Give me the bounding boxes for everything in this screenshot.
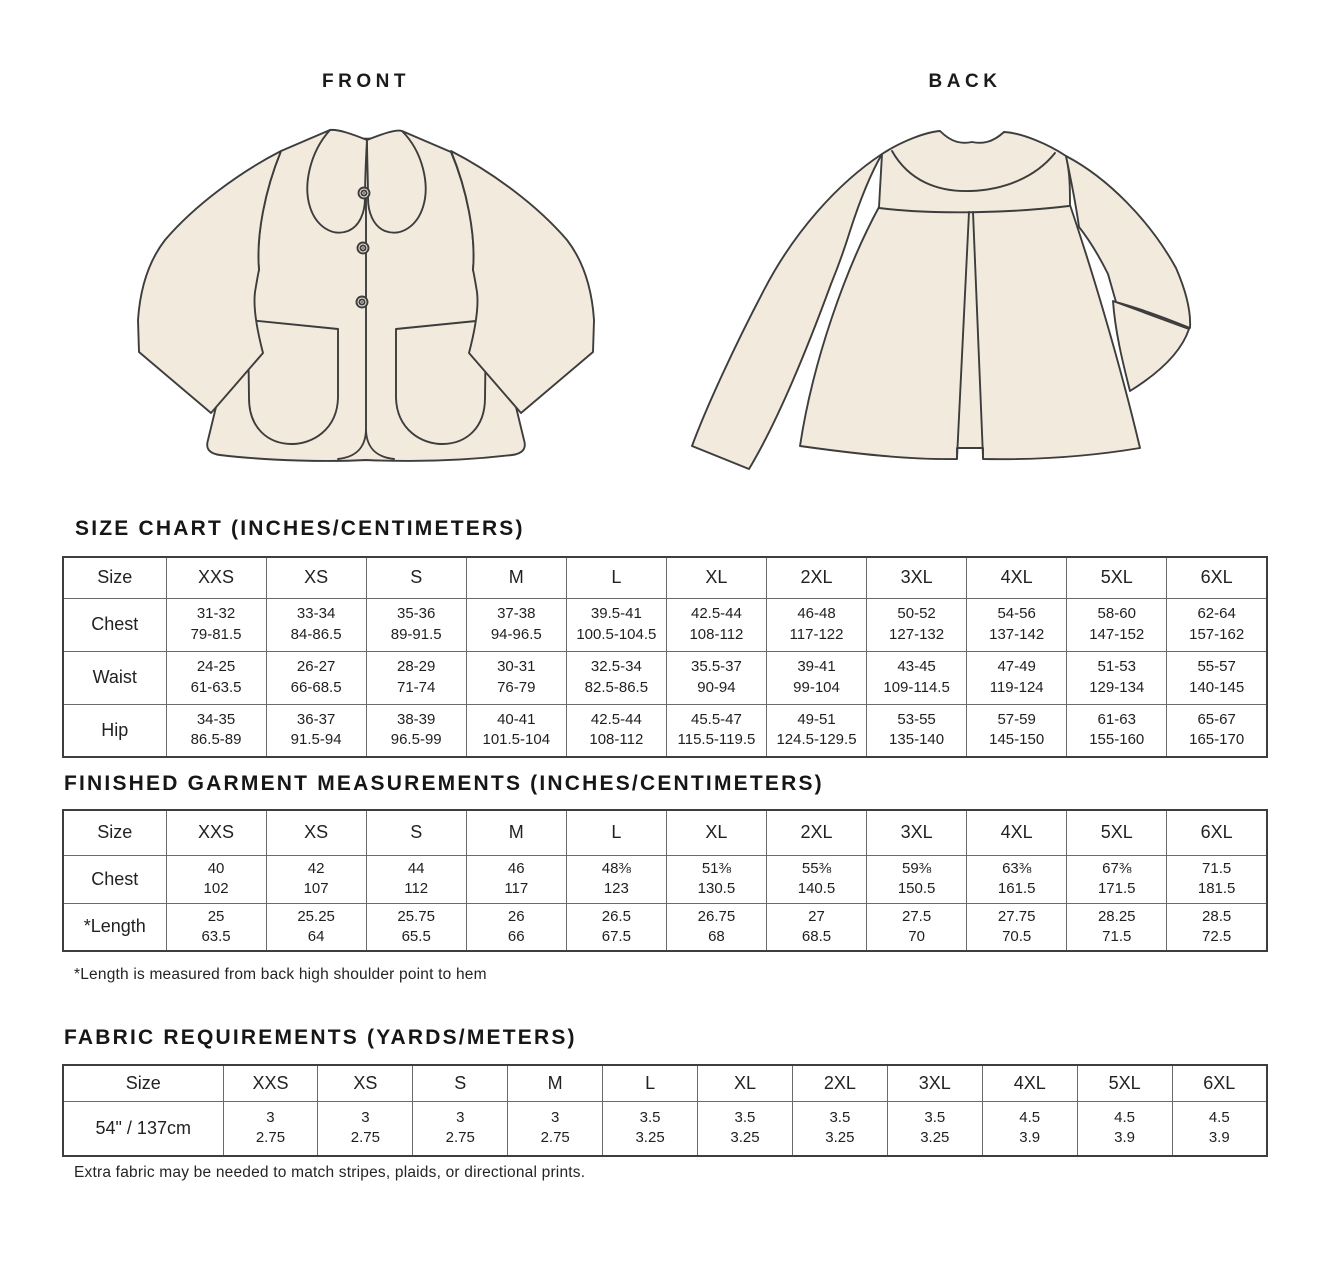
- measurement-cell: [466, 598, 566, 651]
- column-header: L: [566, 810, 666, 855]
- row-label: Waist: [63, 651, 166, 704]
- column-header: M: [508, 1065, 603, 1101]
- value-line2: 108-112: [589, 731, 644, 749]
- value-line1: 46: [507, 859, 525, 877]
- measurement-cell: [466, 855, 566, 903]
- column-header: XS: [318, 1065, 413, 1101]
- column-header: 2XL: [766, 810, 866, 855]
- value-line2: 157-162: [1189, 625, 1245, 643]
- table-row: [63, 651, 1267, 704]
- value-line2: 101.5-104: [482, 731, 551, 749]
- value-line2: 61-63.5: [190, 678, 242, 696]
- measurement-cell: [766, 651, 866, 704]
- value-line1: 33-34: [296, 605, 336, 623]
- measurement-cell: [508, 1101, 603, 1156]
- value-line1: 42: [307, 859, 325, 877]
- value-line2: 112: [404, 880, 429, 897]
- value-line2: 89-91.5: [390, 625, 442, 643]
- measurement-cell: [792, 1101, 887, 1156]
- value-line1: 51-53: [1097, 658, 1136, 676]
- value-line2: 96.5-99: [390, 731, 442, 749]
- value-line1: 26-27: [296, 658, 336, 676]
- column-header: 5XL: [1067, 810, 1167, 855]
- value-line2: 140-145: [1189, 678, 1245, 696]
- value-line2: 67.5: [601, 927, 631, 945]
- value-line1: 55-57: [1197, 658, 1236, 676]
- value-line2: 72.5: [1202, 927, 1232, 945]
- value-line1: 36-37: [296, 711, 336, 729]
- measurement-cell: [666, 651, 766, 704]
- value-line2: 84-86.5: [290, 625, 342, 643]
- measurement-cell: [967, 704, 1067, 757]
- value-line1: 42.5-44: [590, 711, 642, 729]
- button-top: [359, 188, 370, 199]
- value-line1: 38-39: [397, 711, 436, 729]
- column-header: XL: [666, 810, 766, 855]
- measurement-cell: [266, 903, 366, 951]
- value-line2: 123: [603, 880, 629, 897]
- column-header: 3XL: [867, 810, 967, 855]
- value-line1: 65-67: [1197, 711, 1236, 729]
- value-line1: 3: [266, 1109, 275, 1127]
- value-line2: 155-160: [1089, 731, 1145, 749]
- measurement-cell: [318, 1101, 413, 1156]
- value-line1: 35-36: [397, 605, 436, 623]
- value-line2: 100.5-104.5: [576, 625, 657, 643]
- measurement-cell: [982, 1101, 1077, 1156]
- column-header: 5XL: [1067, 557, 1167, 598]
- value-line2: 65.5: [401, 927, 431, 945]
- measurement-cell: [1077, 1101, 1172, 1156]
- value-line1: 63⅜: [1002, 859, 1032, 877]
- measurement-cell: [1067, 598, 1167, 651]
- measurement-cell: [1067, 704, 1167, 757]
- value-line1: 26: [507, 907, 525, 925]
- measurement-cell: [566, 704, 666, 757]
- value-line2: 66: [507, 927, 525, 945]
- value-line2: 130.5: [697, 880, 736, 897]
- value-line1: 34-35: [196, 711, 236, 729]
- measurement-cell: [566, 598, 666, 651]
- value-line2: 150.5: [897, 880, 936, 897]
- value-line1: 59⅜: [901, 859, 932, 877]
- measurement-cell: [1167, 598, 1267, 651]
- value-line2: 70.5: [1002, 927, 1032, 945]
- value-line2: 109-114.5: [883, 678, 950, 696]
- value-line1: 28.5: [1202, 907, 1232, 925]
- column-header: 3XL: [867, 557, 967, 598]
- measurement-cell: [967, 651, 1067, 704]
- measurement-cell: [466, 704, 566, 757]
- column-header: L: [603, 1065, 698, 1101]
- table-row: [63, 855, 1267, 903]
- row-label: 54" / 137cm: [63, 1101, 223, 1156]
- value-line1: 24-25: [196, 658, 236, 676]
- measurement-cell: [566, 651, 666, 704]
- value-line1: 3.5: [829, 1109, 851, 1127]
- value-line1: 3: [456, 1109, 465, 1127]
- measurement-cell: [566, 855, 666, 903]
- measurement-cell: [1172, 1101, 1267, 1156]
- measurement-cell: [1167, 903, 1267, 951]
- value-line1: 26.5: [601, 907, 631, 925]
- value-line1: 57-59: [997, 711, 1036, 729]
- value-line1: 3.5: [924, 1109, 946, 1127]
- fabric-requirements-title: FABRIC REQUIREMENTS (YARDS/METERS): [64, 1026, 577, 1049]
- column-header: 2XL: [766, 557, 866, 598]
- measurement-cell: [867, 855, 967, 903]
- value-line1: 46-48: [797, 605, 836, 623]
- column-header: Size: [63, 557, 166, 598]
- column-header: XL: [698, 1065, 793, 1101]
- fabric-requirements-table: [62, 1064, 1268, 1157]
- value-line2: 107: [303, 880, 329, 897]
- measurement-cell: [166, 903, 266, 951]
- measurement-cell: [166, 855, 266, 903]
- length-note: *Length is measured from back high shoulder point to hem: [74, 966, 487, 983]
- column-header: XXS: [166, 810, 266, 855]
- value-line2: 86.5-89: [190, 731, 242, 749]
- value-line1: 51⅜: [701, 859, 732, 877]
- value-line1: 3.5: [639, 1109, 661, 1127]
- column-header: 2XL: [792, 1065, 887, 1101]
- column-header: 4XL: [967, 557, 1067, 598]
- value-line2: 3.9: [1019, 1129, 1041, 1147]
- value-line2: 68.5: [801, 927, 832, 945]
- column-header: XS: [266, 557, 366, 598]
- measurement-cell: [366, 598, 466, 651]
- value-line2: 117-122: [789, 625, 844, 643]
- value-line1: 58-60: [1097, 605, 1136, 623]
- value-line2: 140.5: [797, 880, 836, 897]
- value-line1: 37-38: [497, 605, 536, 623]
- measurement-cell: [766, 598, 866, 651]
- table-row: [63, 598, 1267, 651]
- measurement-cell: [266, 704, 366, 757]
- column-header: S: [366, 557, 466, 598]
- measurement-cell: [223, 1101, 318, 1156]
- column-header: 5XL: [1077, 1065, 1172, 1101]
- value-line2: 3.25: [825, 1129, 855, 1147]
- finished-measurements-title: FINISHED GARMENT MEASUREMENTS (INCHES/CENTIMETERS): [64, 772, 824, 795]
- measurement-cell: [366, 855, 466, 903]
- value-line2: 79-81.5: [190, 625, 242, 643]
- size-chart-title: SIZE CHART (INCHES/CENTIMETERS): [75, 517, 525, 540]
- measurement-cell: [1067, 855, 1167, 903]
- value-line1: 4.5: [1114, 1109, 1136, 1127]
- value-line1: 40-41: [497, 711, 536, 729]
- front-garment-diagram: [120, 105, 610, 475]
- column-header: XS: [266, 810, 366, 855]
- value-line2: 3.9: [1114, 1129, 1136, 1147]
- measurement-cell: [698, 1101, 793, 1156]
- column-header: L: [566, 557, 666, 598]
- value-line1: 35.5-37: [690, 658, 742, 676]
- value-line2: 135-140: [889, 731, 945, 749]
- value-line2: 70: [908, 927, 925, 945]
- value-line2: 181.5: [1197, 880, 1236, 897]
- value-line2: 124.5-129.5: [776, 731, 857, 749]
- measurement-cell: [1067, 651, 1167, 704]
- column-header: XL: [666, 557, 766, 598]
- measurement-cell: [166, 651, 266, 704]
- measurement-cell: [366, 704, 466, 757]
- value-line2: 76-79: [497, 678, 536, 696]
- value-line2: 3.9: [1208, 1129, 1230, 1147]
- value-line1: 61-63: [1097, 711, 1136, 729]
- value-line1: 67⅜: [1102, 859, 1132, 877]
- value-line2: 3.25: [635, 1129, 665, 1147]
- value-line1: 28-29: [397, 658, 436, 676]
- value-line2: 2.75: [445, 1129, 475, 1147]
- value-line1: 27.75: [997, 907, 1036, 925]
- value-line1: 42.5-44: [690, 605, 742, 623]
- measurement-cell: [466, 903, 566, 951]
- measurement-cell: [166, 704, 266, 757]
- table-row: [63, 903, 1267, 951]
- value-line1: 45.5-47: [690, 711, 742, 729]
- value-line1: 40: [207, 859, 225, 877]
- value-line1: 39.5-41: [590, 605, 642, 623]
- measurement-cell: [766, 855, 866, 903]
- value-line2: 71.5: [1102, 927, 1132, 945]
- measurement-cell: [566, 903, 666, 951]
- column-header: 3XL: [887, 1065, 982, 1101]
- column-header: XXS: [223, 1065, 318, 1101]
- value-line1: 48⅜: [601, 859, 631, 877]
- value-line2: 91.5-94: [290, 731, 342, 749]
- value-line2: 165-170: [1189, 731, 1245, 749]
- button-bottom: [357, 297, 368, 308]
- value-line1: 4.5: [1208, 1109, 1230, 1127]
- value-line2: 108-112: [689, 625, 744, 643]
- measurement-cell: [766, 903, 866, 951]
- measurement-cell: [867, 598, 967, 651]
- value-line1: 25.75: [397, 907, 435, 925]
- value-line2: 68: [708, 927, 725, 945]
- measurement-cell: [1167, 855, 1267, 903]
- fabric-note: Extra fabric may be needed to match stripes, plaids, or directional prints.: [74, 1164, 586, 1181]
- row-label: Chest: [63, 598, 166, 651]
- value-line1: 26.75: [697, 907, 736, 925]
- value-line2: 90-94: [697, 678, 736, 696]
- value-line2: 2.75: [350, 1129, 380, 1147]
- measurement-cell: [413, 1101, 508, 1156]
- value-line1: 62-64: [1197, 605, 1236, 623]
- measurement-cell: [867, 704, 967, 757]
- value-line1: 25.25: [297, 907, 335, 925]
- value-line2: 63.5: [201, 927, 231, 945]
- value-line1: 44: [407, 859, 425, 877]
- value-line1: 32.5-34: [590, 658, 642, 676]
- measurement-cell: [766, 704, 866, 757]
- measurement-cell: [466, 651, 566, 704]
- button-middle: [358, 243, 369, 254]
- value-line1: 49-51: [797, 711, 836, 729]
- value-line2: 82.5-86.5: [584, 678, 649, 696]
- row-label: Chest: [63, 855, 166, 903]
- measurement-cell: [603, 1101, 698, 1156]
- measurement-cell: [266, 855, 366, 903]
- measurement-cell: [366, 903, 466, 951]
- value-line1: 3: [361, 1109, 370, 1127]
- value-line2: 147-152: [1089, 625, 1145, 643]
- value-line2: 2.75: [540, 1129, 570, 1147]
- value-line2: 137-142: [989, 625, 1045, 643]
- measurement-cell: [887, 1101, 982, 1156]
- value-line1: 50-52: [897, 605, 936, 623]
- value-line1: 27.5: [901, 907, 932, 925]
- measurement-cell: [666, 704, 766, 757]
- value-line2: 145-150: [989, 731, 1045, 749]
- value-line2: 129-134: [1089, 678, 1145, 696]
- value-line2: 2.75: [255, 1129, 286, 1147]
- table-row: [63, 1101, 1267, 1156]
- value-line1: 31-32: [196, 605, 236, 623]
- front-diagram-label: FRONT: [322, 71, 410, 92]
- value-line2: 3.25: [920, 1129, 950, 1147]
- finished-measurements-table: [62, 809, 1268, 952]
- value-line1: 39-41: [797, 658, 836, 676]
- value-line2: 99-104: [793, 678, 840, 696]
- measurement-cell: [266, 598, 366, 651]
- table-row: [63, 704, 1267, 757]
- value-line2: 102: [203, 880, 229, 897]
- value-line1: 54-56: [997, 605, 1036, 623]
- measurement-cell: [666, 598, 766, 651]
- measurement-cell: [366, 651, 466, 704]
- column-header: 6XL: [1167, 810, 1267, 855]
- value-line2: 66-68.5: [290, 678, 342, 696]
- column-header: M: [466, 557, 566, 598]
- header-row: [63, 810, 1267, 855]
- value-line1: 25: [207, 907, 225, 925]
- measurement-cell: [1167, 651, 1267, 704]
- value-line2: 115.5-119.5: [677, 731, 756, 749]
- value-line1: 28.25: [1097, 907, 1136, 925]
- column-header: 4XL: [982, 1065, 1077, 1101]
- value-line1: 47-49: [997, 658, 1036, 676]
- column-header: XXS: [166, 557, 266, 598]
- measurement-cell: [967, 903, 1067, 951]
- value-line1: 3.5: [734, 1109, 756, 1127]
- column-header: S: [366, 810, 466, 855]
- value-line2: 64: [307, 927, 325, 945]
- value-line2: 71-74: [397, 678, 436, 696]
- left-pocket: [248, 320, 338, 444]
- value-line1: 71.5: [1202, 859, 1232, 877]
- value-line2: 119-124: [989, 678, 1044, 696]
- measurement-cell: [166, 598, 266, 651]
- measurement-cell: [666, 855, 766, 903]
- header-row: [63, 557, 1267, 598]
- value-line1: 4.5: [1019, 1109, 1041, 1127]
- value-line1: 55⅜: [801, 859, 832, 877]
- value-line2: 117: [504, 880, 529, 897]
- column-header: M: [466, 810, 566, 855]
- column-header: 6XL: [1167, 557, 1267, 598]
- value-line1: 53-55: [897, 711, 936, 729]
- measurement-cell: [967, 855, 1067, 903]
- value-line1: 30-31: [497, 658, 536, 676]
- back-diagram-label: BACK: [928, 71, 1002, 92]
- back-garment-diagram: [650, 105, 1210, 480]
- measurement-cell: [1067, 903, 1167, 951]
- measurement-cell: [1167, 704, 1267, 757]
- value-line2: 171.5: [1097, 880, 1136, 897]
- measurement-cell: [266, 651, 366, 704]
- size-chart-table: [62, 556, 1268, 758]
- column-header: S: [413, 1065, 508, 1101]
- measurement-cell: [666, 903, 766, 951]
- row-label: *Length: [63, 903, 166, 951]
- measurement-cell: [867, 651, 967, 704]
- value-line2: 161.5: [997, 880, 1036, 897]
- value-line2: 3.25: [730, 1129, 760, 1147]
- column-header: Size: [63, 810, 166, 855]
- value-line1: 27: [808, 907, 825, 925]
- column-header: 6XL: [1172, 1065, 1267, 1101]
- column-header: 4XL: [967, 810, 1067, 855]
- value-line2: 94-96.5: [490, 625, 542, 643]
- value-line2: 127-132: [889, 625, 945, 643]
- measurement-cell: [967, 598, 1067, 651]
- row-label: Hip: [63, 704, 166, 757]
- header-row: [63, 1065, 1267, 1101]
- value-line1: 43-45: [897, 658, 936, 676]
- value-line1: 3: [551, 1109, 560, 1127]
- measurement-cell: [867, 903, 967, 951]
- column-header: Size: [63, 1065, 223, 1101]
